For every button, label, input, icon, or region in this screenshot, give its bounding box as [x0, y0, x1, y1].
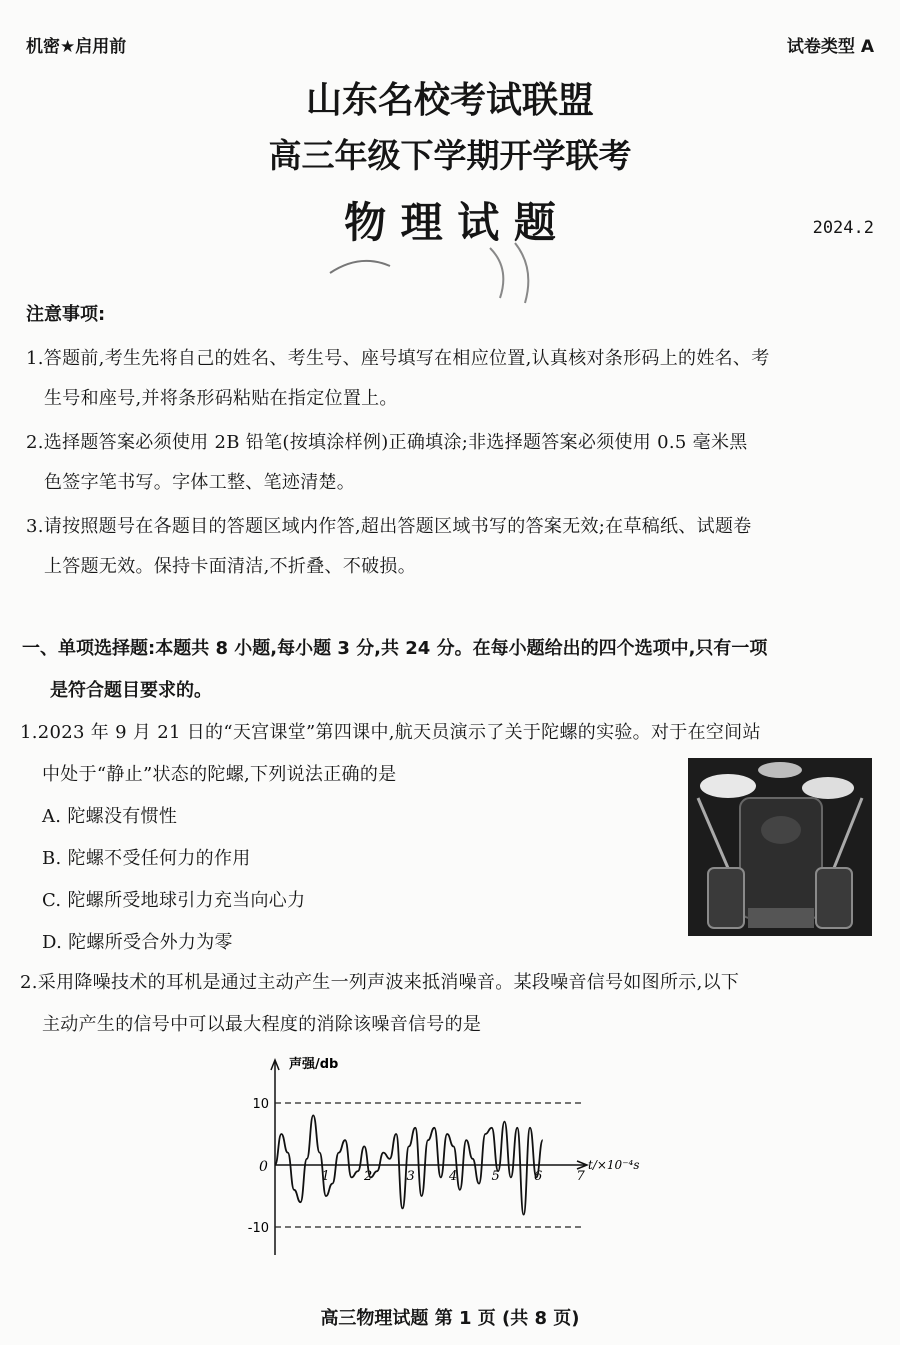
x-tick-label-2: 3	[406, 1169, 415, 1184]
notice-item-1-line-2: 生号和座号,并将条形码粘贴在指定位置上。	[44, 388, 398, 409]
page-footer: 高三物理试题 第 1 页 (共 8 页)	[320, 1308, 580, 1329]
y-tick-label-0: 10	[252, 1097, 269, 1112]
section-1-heading: 一、单项选择题:本题共 8 小题,每小题 3 分,共 24 分。在每小题给出的四个选项中,只有一项	[22, 638, 768, 659]
x-tick-label-3: 4	[449, 1169, 458, 1184]
q1-stem-line-1: 1.2023 年 9 月 21 日的“天宫课堂”第四课中,航天员演示了关于陀螺的实验。对于在空间站	[20, 722, 761, 743]
x-tick-label-4: 5	[491, 1169, 500, 1184]
x-tick-label-6: 7	[576, 1169, 585, 1184]
exam-session-title: 高三年级下学期开学联考	[268, 136, 632, 175]
notice-item-2-line-1: 2.选择题答案必须使用 2B 铅笔(按填涂样例)正确填涂;非选择题答案必须使用 0.5 毫米黑	[26, 432, 748, 453]
section-1-heading-cont: 是符合题目要求的。	[50, 680, 212, 701]
q1-option-b: B. 陀螺不受任何力的作用	[42, 848, 251, 869]
q1-option-a: A. 陀螺没有惯性	[42, 806, 178, 827]
notice-item-3-line-1: 3.请按照题号在各题目的答题区域内作答,超出答题区域书写的答案无效;在草稿纸、试题卷	[26, 516, 752, 537]
notice-item-1-line-1: 1.答题前,考生先将自己的姓名、考生号、座号填写在相应位置,认真核对条形码上的姓名、考	[26, 348, 770, 369]
scan-marks-decoration	[310, 228, 570, 308]
q2-stem-line-2: 主动产生的信号中可以最大程度的消除该噪音信号的是	[42, 1014, 482, 1035]
q1-stem-line-2: 中处于“静止”状态的陀螺,下列说法正确的是	[42, 764, 397, 785]
noise-signal-chart	[240, 1050, 660, 1265]
notice-item-3-line-2: 上答题无效。保持卡面清洁,不折叠、不破损。	[44, 556, 417, 577]
y-tick-label-1: -10	[247, 1221, 269, 1236]
q2-stem-line-1: 2.采用降噪技术的耳机是通过主动产生一列声波来抵消噪音。某段噪音信号如图所示,以下	[20, 972, 740, 993]
origin-label: 0	[259, 1159, 268, 1175]
exam-date: 2024.2	[812, 218, 874, 238]
x-tick-label-1: 2	[364, 1169, 373, 1184]
x-tick-label-5: 6	[534, 1169, 543, 1184]
q1-option-d: D. 陀螺所受合外力为零	[42, 932, 233, 953]
confidential-label: 机密★启用前	[26, 37, 127, 57]
notice-item-2-line-2: 色签字笔书写。字体工整、笔迹清楚。	[44, 472, 356, 493]
notice-heading: 注意事项:	[26, 304, 106, 325]
paper-type-label: 试卷类型 A	[786, 37, 874, 57]
subject-title: 物 理 试 题	[344, 198, 556, 247]
exam-union-title: 山东名校考试联盟	[305, 80, 594, 121]
gyroscope-photo	[688, 758, 872, 936]
x-axis-label: t/×10⁻⁴s	[588, 1158, 640, 1172]
y-axis-label: 声强/db	[289, 1057, 339, 1072]
q1-option-c: C. 陀螺所受地球引力充当向心力	[42, 890, 306, 911]
x-tick-label-0: 1	[321, 1169, 330, 1184]
